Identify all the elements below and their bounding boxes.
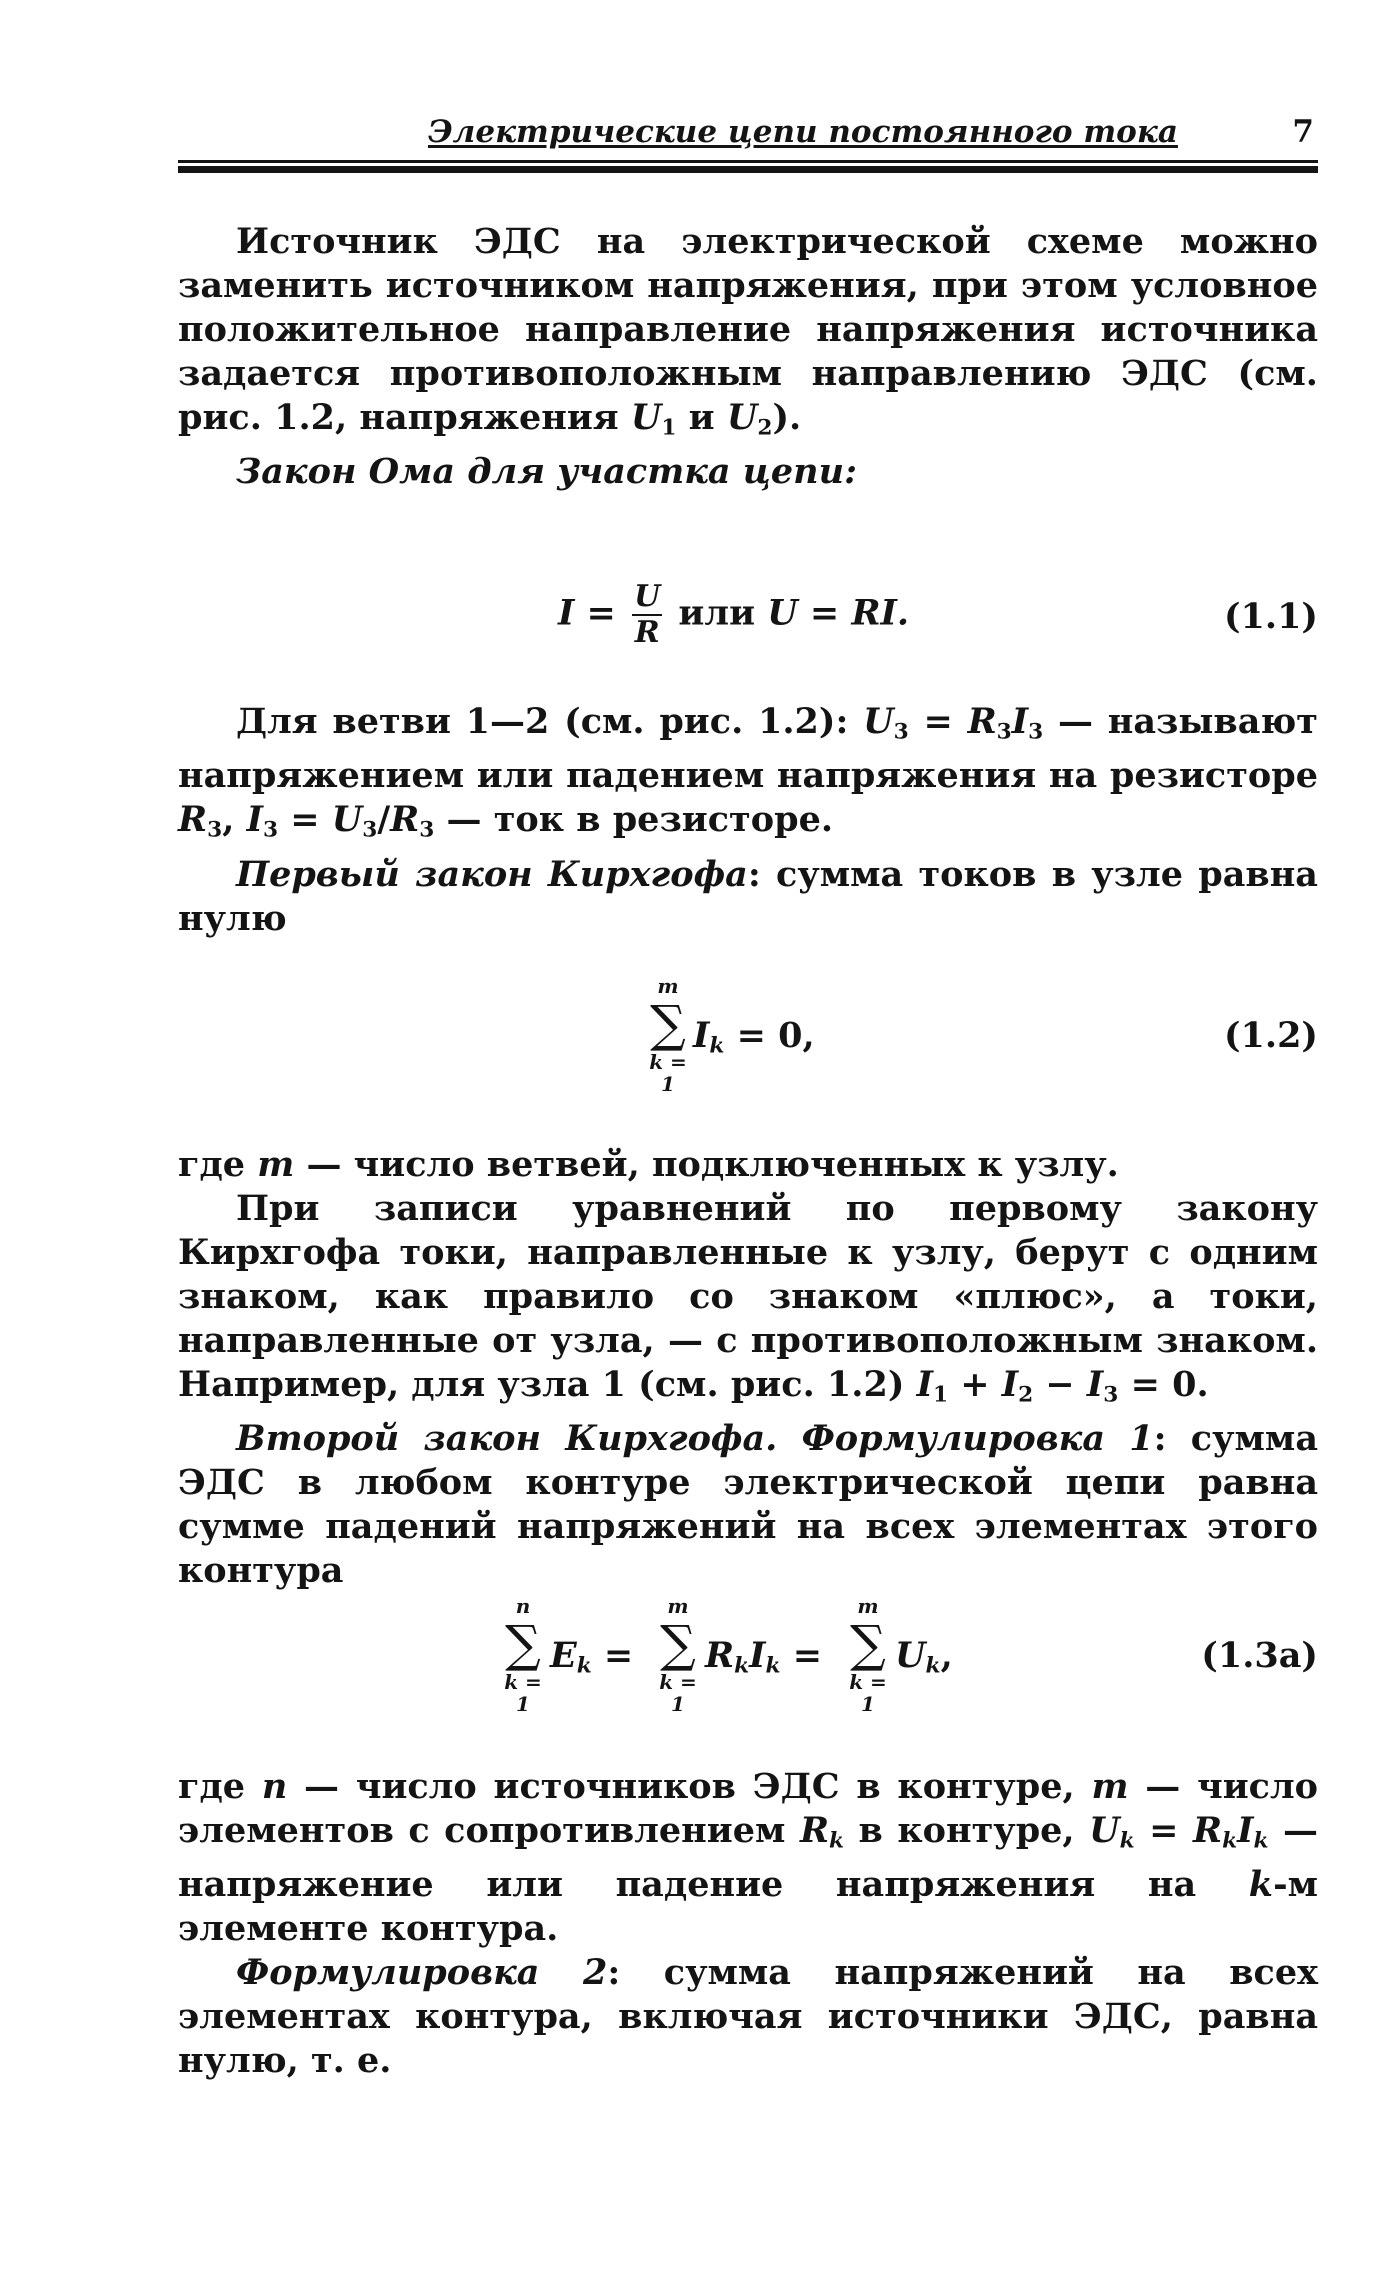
header-rule-thick (178, 166, 1318, 173)
paragraph-emf-source: Источник ЭДС на электрической схеме можно заменить источником напряжения, при этом условное положительное направление напряжения источника задается противоположным направлению ЭДС (см. рис. 1.2, напряжения $U_1$ и $U_2$). (178, 221, 1318, 441)
eq1-or: или (666, 592, 768, 634)
paragraph-kirchhoff-sign-rule: При записи уравнений по первому закону Кирхгофа токи, направленные к узлу, берут с одним знаком, как правило со знаком «плюс», а токи, направленные от узла, — с противоположным знаком. Например, для узла 1 (см. рис. 1.2) $I_1 + I_2 - I_3 = 0$. (178, 1188, 1318, 1408)
running-header (178, 112, 1318, 158)
paragraph-formulation-2: Формулировка 2: сумма напряжений на всех элементах контура, включая источники ЭДС, равна нулю, т. е. (178, 1952, 1318, 2082)
ohm-law-heading: Закон Ома для участка цепи: (236, 451, 857, 493)
eq2-sum: m ∑ k = 1 (649, 974, 687, 1096)
text-block-1 (178, 220, 1318, 494)
equation-1-3a: n ∑ k = 1 $E_k$ = m ∑ k = 1 $R_kI_k$ = m ∑ k = 1 $U_k$, (1.3а) (178, 1595, 1318, 1725)
paragraph-where-m: где m — число ветвей, подключенных к узлу. (178, 1144, 1119, 1185)
equation-number-1-2: (1.2) (1223, 1015, 1318, 1056)
paragraph-kirchhoff-1: Первый закон Кирхгофа: сумма токов в узле равна нулю (178, 853, 1318, 939)
eq1-rhs: U = RI. (767, 592, 910, 634)
eq1-fraction: $\frac{U}{R}$ (634, 579, 661, 650)
text-block-3 (178, 1143, 1318, 1593)
eq3-sum-2: m ∑ k = 1 (659, 1594, 697, 1716)
paragraph-kirchhoff-2: Второй закон Кирхгофа. Формулировка 1: сумма ЭДС в любом контуре электрической цепи равна сумме падений напряжений на всех элементах этого контура (178, 1418, 1318, 1592)
equation-number-1-3a: (1.3а) (1201, 1635, 1318, 1676)
paragraph-where-n: где n — число источников ЭДС в контуре, m — число элементов с сопротивлением $R_k$ в контуре, $U_k = R_kI_k$ — напряжение или падение напряжения на k-м элементе контура. (178, 1766, 1319, 1950)
header-rule-thin (178, 160, 1318, 163)
paragraph-branch: Для ветви 1—2 (см. рис. 1.2): $U_3 = R_3I_3$ — называют напряжением или падением напряжения на резисторе $R_3$, $I_3 = U_3/R_3$ — ток в резисторе. (178, 701, 1318, 843)
text-block-4 (178, 1765, 1318, 2083)
page-number: 7 (1292, 114, 1314, 150)
equation-1-2: m ∑ k = 1 $I_k = 0$, (1.2) (649, 974, 1318, 1096)
eq3-sum-3: m ∑ k = 1 (849, 1594, 887, 1716)
equation-1-1 (178, 580, 1318, 660)
header-title: Электрические цепи постоянного тока (428, 114, 1178, 150)
eq1-lhs: I = (558, 592, 629, 634)
equation-number-1-1: (1.1) (1223, 596, 1318, 637)
eq3-sum-1: n ∑ k = 1 (504, 1594, 542, 1716)
text-block-2 (178, 700, 1318, 941)
